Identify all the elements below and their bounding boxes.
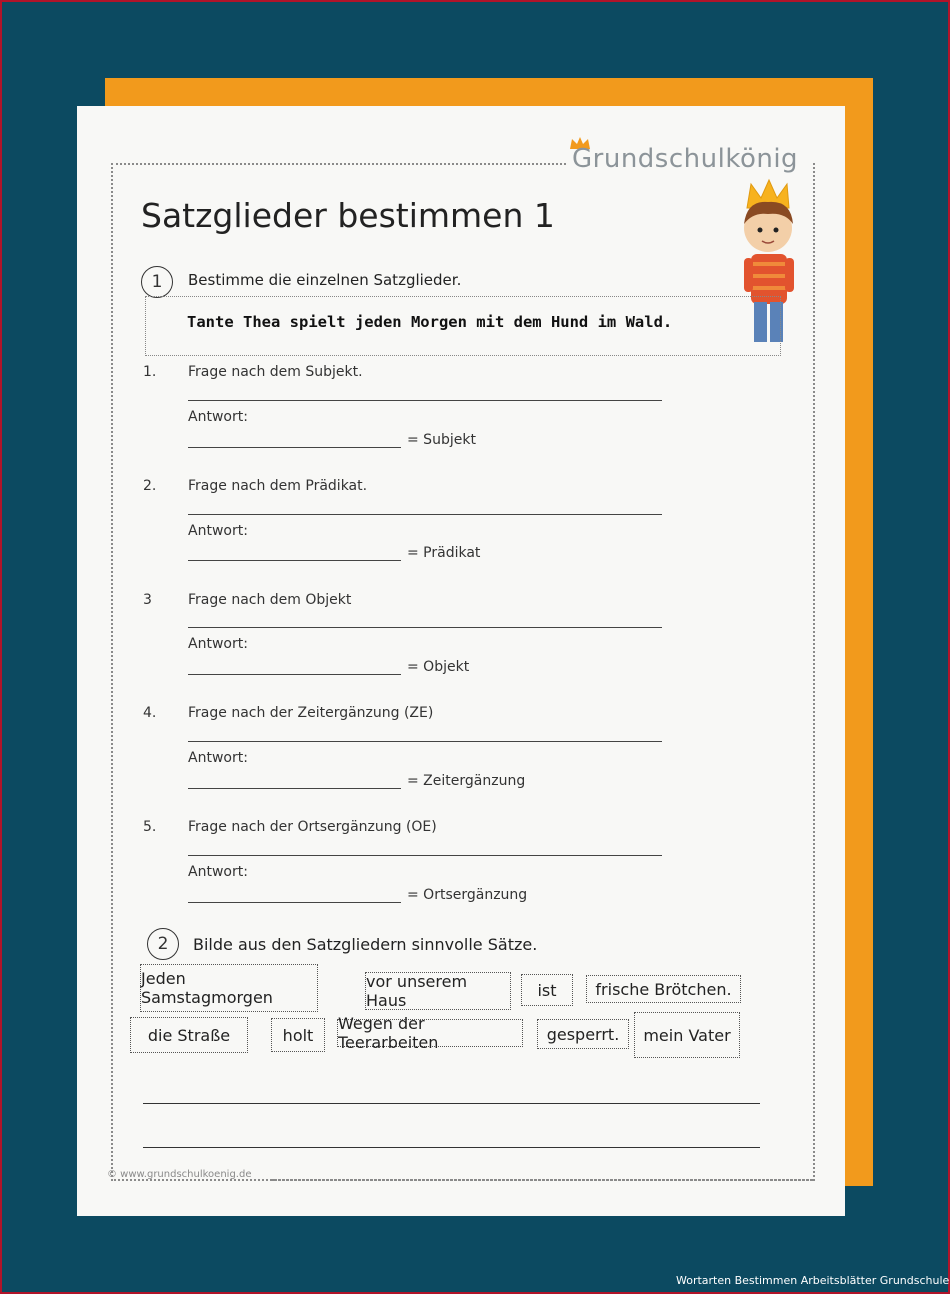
word-card[interactable]: Wegen der Teerarbeiten [337, 1019, 523, 1047]
answer-label: Antwort: [188, 864, 248, 880]
image-caption: Wortarten Bestimmen Arbeitsblätter Grundschule [676, 1274, 950, 1287]
footer-dotted-line [272, 1179, 813, 1181]
answer-line[interactable] [188, 447, 401, 448]
word-card[interactable]: mein Vater [634, 1012, 740, 1058]
question-number: 3 [143, 592, 152, 608]
question-answer-line[interactable] [188, 514, 662, 515]
question-number: 5. [143, 819, 157, 835]
answer-result: = Zeitergänzung [407, 773, 526, 789]
question-text: Frage nach dem Objekt [188, 592, 352, 608]
example-sentence: Tante Thea spielt jeden Morgen mit dem Hund im Wald. [187, 313, 673, 331]
answer-label: Antwort: [188, 409, 248, 425]
question-text: Frage nach dem Prädikat. [188, 478, 368, 494]
task-number-1: 1 [141, 266, 173, 298]
word-card[interactable]: frische Brötchen. [586, 975, 741, 1003]
answer-label: Antwort: [188, 523, 248, 539]
answer-line[interactable] [188, 788, 401, 789]
question-answer-line[interactable] [188, 741, 662, 742]
word-card[interactable]: die Straße [130, 1017, 248, 1053]
question-text: Frage nach dem Subjekt. [188, 364, 363, 380]
word-card[interactable]: vor unserem Haus [365, 972, 511, 1010]
task-1-instruction: Bestimme die einzelnen Satzglieder. [188, 271, 462, 289]
task-2-instruction: Bilde aus den Satzgliedern sinnvolle Sätze. [193, 935, 538, 954]
question-number: 4. [143, 705, 157, 721]
page-title: Satzglieder bestimmen 1 [141, 196, 555, 235]
writing-line[interactable] [143, 1147, 760, 1148]
question-number: 1. [143, 364, 157, 380]
answer-line[interactable] [188, 902, 401, 903]
word-card[interactable]: Jeden Samstagmorgen [140, 964, 318, 1012]
answer-result: = Prädikat [407, 545, 481, 561]
question-number: 2. [143, 478, 157, 494]
answer-result: = Objekt [407, 659, 470, 675]
word-card[interactable]: ist [521, 974, 573, 1006]
word-card[interactable]: holt [271, 1018, 325, 1052]
question-answer-line[interactable] [188, 400, 662, 401]
answer-line[interactable] [188, 560, 401, 561]
question-answer-line[interactable] [188, 627, 662, 628]
answer-line[interactable] [188, 674, 401, 675]
word-card[interactable]: gesperrt. [537, 1019, 629, 1049]
task-number-2: 2 [147, 928, 179, 960]
brand-logo: Grundschulkönig [572, 144, 799, 174]
answer-result: = Subjekt [407, 432, 476, 448]
worksheet-page [77, 106, 845, 1216]
question-text: Frage nach der Ortsergänzung (OE) [188, 819, 437, 835]
answer-label: Antwort: [188, 636, 248, 652]
question-answer-line[interactable] [188, 855, 662, 856]
footer-url: © www.grundschulkoenig.de [107, 1169, 252, 1180]
answer-result: = Ortsergänzung [407, 887, 528, 903]
writing-line[interactable] [143, 1103, 760, 1104]
question-text: Frage nach der Zeitergänzung (ZE) [188, 705, 434, 721]
answer-label: Antwort: [188, 750, 248, 766]
